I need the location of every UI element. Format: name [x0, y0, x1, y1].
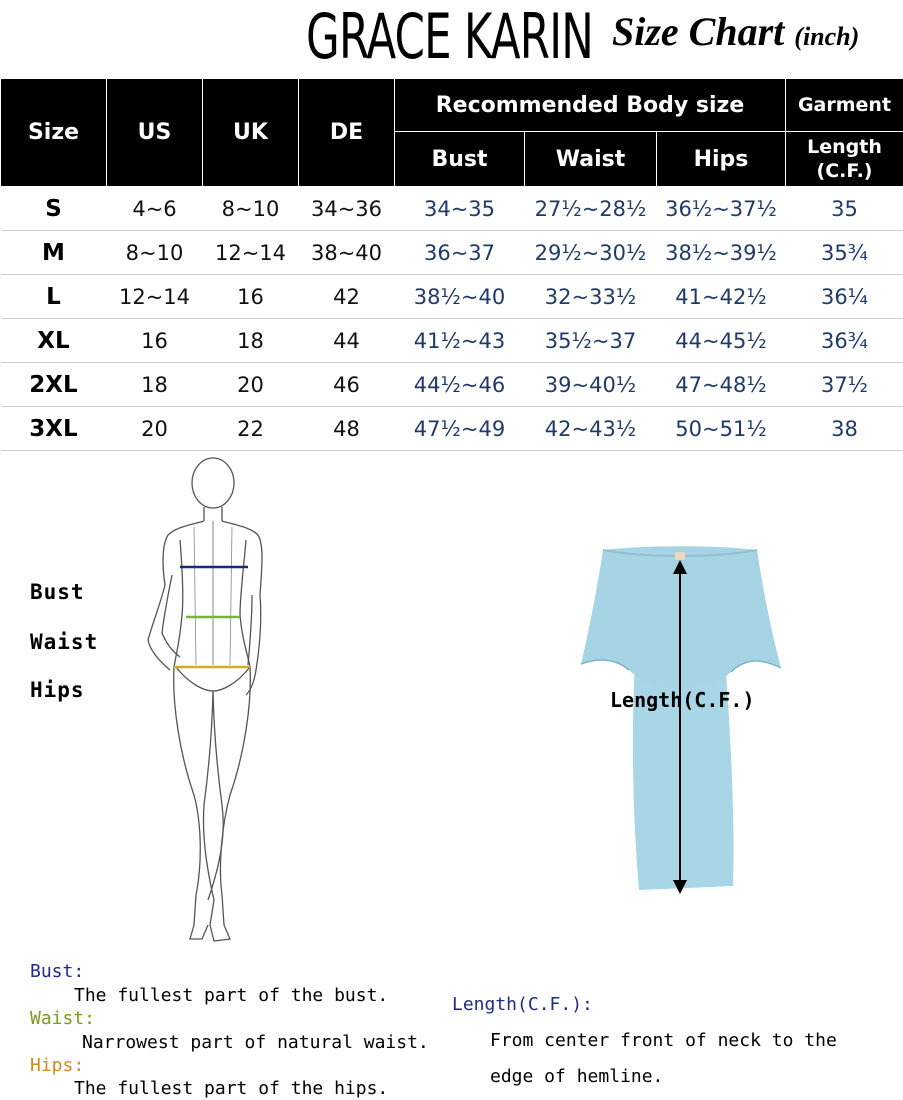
cell-us: 4~6 [107, 187, 203, 231]
cell-hips: 36½~37½ [657, 187, 786, 231]
header-uk: UK [203, 79, 299, 187]
header-recommended: Recommended Body size [395, 79, 786, 132]
def-length-text-line1: From center front of neck to the [490, 1030, 837, 1051]
def-length-key: Length(C.F.): [452, 994, 593, 1015]
figure-label-hips: Hips [30, 678, 85, 702]
cell-length: 35 [786, 187, 903, 231]
header-length-line1: Length [807, 136, 882, 158]
figure-label-waist: Waist [30, 630, 99, 654]
cell-waist: 35½~37 [525, 319, 657, 363]
def-waist-key: Waist: [30, 1008, 96, 1029]
table-row [1, 187, 903, 231]
cell-size: 3XL [1, 407, 107, 451]
cell-size: S [1, 187, 107, 231]
cell-de: 44 [299, 319, 395, 363]
cell-hips: 38½~39½ [657, 231, 786, 275]
body-figure-illustration [110, 455, 300, 945]
brand-logo-text: GRACE KARIN [306, 0, 594, 73]
cell-size: M [1, 231, 107, 275]
size-table [0, 78, 903, 451]
table-row [1, 231, 903, 275]
dress-illustration [575, 540, 790, 900]
cell-waist: 29½~30½ [525, 231, 657, 275]
table-row [1, 363, 903, 407]
header-length [786, 132, 903, 187]
cell-size: L [1, 275, 107, 319]
cell-uk: 16 [203, 275, 299, 319]
cell-length: 36¾ [786, 319, 903, 363]
cell-waist: 42~43½ [525, 407, 657, 451]
chart-unit: (inch) [794, 22, 860, 51]
table-row [1, 275, 903, 319]
header-bust: Bust [395, 132, 525, 187]
cell-waist: 32~33½ [525, 275, 657, 319]
cell-de: 46 [299, 363, 395, 407]
def-hips-text: The fullest part of the hips. [74, 1078, 389, 1099]
def-hips-key: Hips: [30, 1055, 85, 1076]
cell-hips: 44~45½ [657, 319, 786, 363]
chart-title-text: Size Chart [612, 9, 785, 54]
chart-title [612, 8, 859, 61]
cell-hips: 41~42½ [657, 275, 786, 319]
def-waist-text: Narrowest part of natural waist. [82, 1032, 429, 1053]
cell-size: XL [1, 319, 107, 363]
cell-hips: 50~51½ [657, 407, 786, 451]
cell-waist: 27½~28½ [525, 187, 657, 231]
cell-us: 12~14 [107, 275, 203, 319]
table-row [1, 319, 903, 363]
cell-waist: 39~40½ [525, 363, 657, 407]
cell-de: 38~40 [299, 231, 395, 275]
cell-bust: 34~35 [395, 187, 525, 231]
cell-length: 38 [786, 407, 903, 451]
cell-bust: 38½~40 [395, 275, 525, 319]
cell-hips: 47~48½ [657, 363, 786, 407]
header-hips: Hips [657, 132, 786, 187]
cell-length: 36¼ [786, 275, 903, 319]
cell-uk: 12~14 [203, 231, 299, 275]
cell-bust: 47½~49 [395, 407, 525, 451]
cell-us: 18 [107, 363, 203, 407]
cell-bust: 41½~43 [395, 319, 525, 363]
header-de: DE [299, 79, 395, 187]
figure-label-length: Length(C.F.) [610, 688, 755, 712]
cell-us: 8~10 [107, 231, 203, 275]
cell-uk: 22 [203, 407, 299, 451]
table-row [1, 407, 903, 451]
figure-label-bust: Bust [30, 580, 85, 604]
cell-bust: 44½~46 [395, 363, 525, 407]
header-length-line2: (C.F.) [816, 160, 873, 182]
cell-uk: 18 [203, 319, 299, 363]
header-garment: Garment [786, 79, 903, 132]
cell-de: 48 [299, 407, 395, 451]
cell-us: 16 [107, 319, 203, 363]
cell-length: 37½ [786, 363, 903, 407]
header-size: Size [1, 79, 107, 187]
header-us: US [107, 79, 203, 187]
def-bust-key: Bust: [30, 961, 85, 982]
cell-de: 34~36 [299, 187, 395, 231]
cell-length: 35¾ [786, 231, 903, 275]
def-bust-text: The fullest part of the bust. [74, 985, 389, 1006]
cell-uk: 8~10 [203, 187, 299, 231]
cell-de: 42 [299, 275, 395, 319]
header-waist: Waist [525, 132, 657, 187]
cell-size: 2XL [1, 363, 107, 407]
cell-bust: 36~37 [395, 231, 525, 275]
cell-us: 20 [107, 407, 203, 451]
def-length-text-line2: edge of hemline. [490, 1066, 664, 1087]
cell-uk: 20 [203, 363, 299, 407]
